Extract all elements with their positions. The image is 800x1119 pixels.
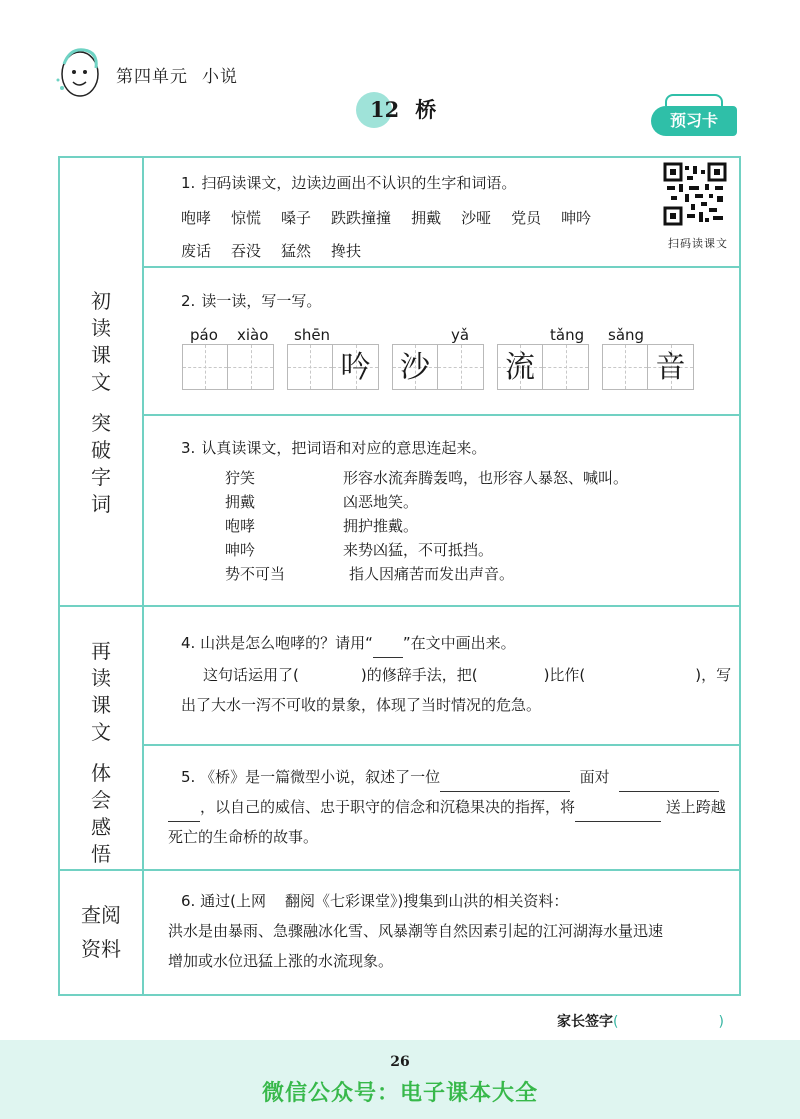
row-divider xyxy=(144,744,739,746)
matching-list xyxy=(225,466,628,586)
match-word[interactable]: 咆哮 xyxy=(225,517,256,535)
question-5: 5. 《桥》是一篇微型小说，叙述了一位 面对 ，以自己的威信、忠于职守的信念和沉稳果决的指挥，将 送上跨越 死亡的生命桥的故事。 xyxy=(168,768,726,846)
pinyin: shēn xyxy=(294,326,331,344)
mascot-icon xyxy=(54,44,104,100)
match-meaning[interactable]: 凶恶地笑。 xyxy=(343,493,419,511)
lesson-name: 桥 xyxy=(415,97,437,122)
writing-grid[interactable] xyxy=(602,344,694,390)
match-meaning[interactable]: 形容水流奔腾轰鸣，也形容人暴怒、喊叫。 xyxy=(343,469,629,487)
question-4: 4. 山洪是怎么咆哮的？请用“ ”在文中画出来。 这句话运用了( )的修辞手法，把( )比作( )，写 出了大水一泻不可收的景象，体现了当时情况的危急。 xyxy=(181,634,732,714)
pinyin: tǎng xyxy=(550,326,585,344)
pinyin: sǎng xyxy=(608,326,645,344)
row-divider xyxy=(144,266,739,268)
row-divider xyxy=(144,414,739,416)
match-meaning[interactable]: 来势凶猛，不可抵挡。 xyxy=(343,541,494,559)
writing-grid[interactable] xyxy=(497,344,589,390)
page-number: 26 xyxy=(390,1054,410,1070)
match-word[interactable]: 呻吟 xyxy=(225,541,256,559)
writing-grid[interactable] xyxy=(287,344,379,390)
question-2-text: 读一读，写一写。 xyxy=(201,292,322,310)
writing-grid[interactable] xyxy=(182,344,274,390)
match-word[interactable]: 拥戴 xyxy=(225,493,256,511)
pinyin: páo xyxy=(190,326,218,344)
writing-cell[interactable] xyxy=(228,344,274,390)
answer-blank[interactable] xyxy=(575,821,661,822)
underline-blank xyxy=(373,657,403,658)
qr-caption: 扫码读课文 xyxy=(668,237,728,250)
match-row xyxy=(225,538,628,562)
writing-cell[interactable] xyxy=(438,344,484,390)
writing-grid[interactable] xyxy=(392,344,484,390)
pinyin: yǎ xyxy=(451,326,470,344)
match-word[interactable]: 势不可当 xyxy=(225,565,286,583)
parent-signature-label: 家长签字 xyxy=(557,1014,613,1030)
question-3-text: 认真读课文，把词语和对应的意思连起来。 xyxy=(201,439,487,457)
qr-code-icon[interactable] xyxy=(663,162,727,226)
unit-title xyxy=(116,62,238,87)
word-list-row-2: 废话 吞没 猛然 搀扶 xyxy=(181,242,362,260)
writing-cell: 吟 xyxy=(333,344,379,390)
parent-signature: 家长签字( ) xyxy=(557,1014,724,1030)
match-word[interactable]: 狞笑 xyxy=(225,469,256,487)
unit-name: 第四单元 xyxy=(116,67,188,87)
section-label-research: 查阅 资料 xyxy=(81,903,121,961)
question-1: 1. 扫码读课文，边读边画出不认识的生字和词语。 咆哮 惊慌 嗓子 跌跌撞撞 拥戴 沙哑 党员 呻吟 废话 吞没 猛然 搀扶 xyxy=(181,174,592,260)
question-6: 6. 通过(上网 翻阅《七彩课堂》)搜集到山洪的相关资料： 洪水是由暴雨、急骤融冰化雪、风暴潮等自然因素引起的江河湖海水量迅速 增加或水位迅猛上涨的水流现象。 xyxy=(168,892,664,970)
section-divider xyxy=(60,605,739,607)
writing-cell: 流 xyxy=(497,344,543,390)
pinyin: xiào xyxy=(237,326,269,344)
match-row xyxy=(225,466,628,490)
writing-cell[interactable] xyxy=(543,344,589,390)
match-row xyxy=(225,562,628,586)
match-row xyxy=(225,514,628,538)
section-divider xyxy=(60,869,739,871)
writing-cell[interactable] xyxy=(182,344,228,390)
qr-code[interactable] xyxy=(663,162,733,251)
writing-cell[interactable] xyxy=(602,344,648,390)
writing-cell[interactable] xyxy=(287,344,333,390)
writing-cell: 沙 xyxy=(392,344,438,390)
lesson-number: 12 xyxy=(370,97,400,122)
wechat-watermark: 微信公众号：电子课本大全 xyxy=(261,1081,538,1106)
preview-card-tag: 预习卡 xyxy=(651,106,737,136)
question-1-text: 扫码读课文，边读边画出不认识的生字和词语。 xyxy=(201,174,517,192)
match-meaning[interactable]: 拥护推戴。 xyxy=(343,517,419,535)
match-meaning[interactable]: 指人因痛苦而发出声音。 xyxy=(349,565,515,583)
lesson-title xyxy=(370,94,436,124)
word-list-row-1: 咆哮 惊慌 嗓子 跌跌撞撞 拥戴 沙哑 党员 呻吟 xyxy=(181,209,592,227)
section-label-reread: 再 读 课 文 体 会 感 悟 xyxy=(91,639,111,866)
worksheet-table xyxy=(58,156,741,996)
section-label-read-first: 初 读 课 文 突 破 字 词 xyxy=(91,289,111,516)
unit-genre: 小说 xyxy=(202,67,238,87)
writing-cell: 音 xyxy=(648,344,694,390)
question-2: 2. 读一读，写一写。 xyxy=(181,292,322,310)
question-3: 3. 认真读课文，把词语和对应的意思连起来。 xyxy=(181,439,487,457)
match-row xyxy=(225,490,628,514)
